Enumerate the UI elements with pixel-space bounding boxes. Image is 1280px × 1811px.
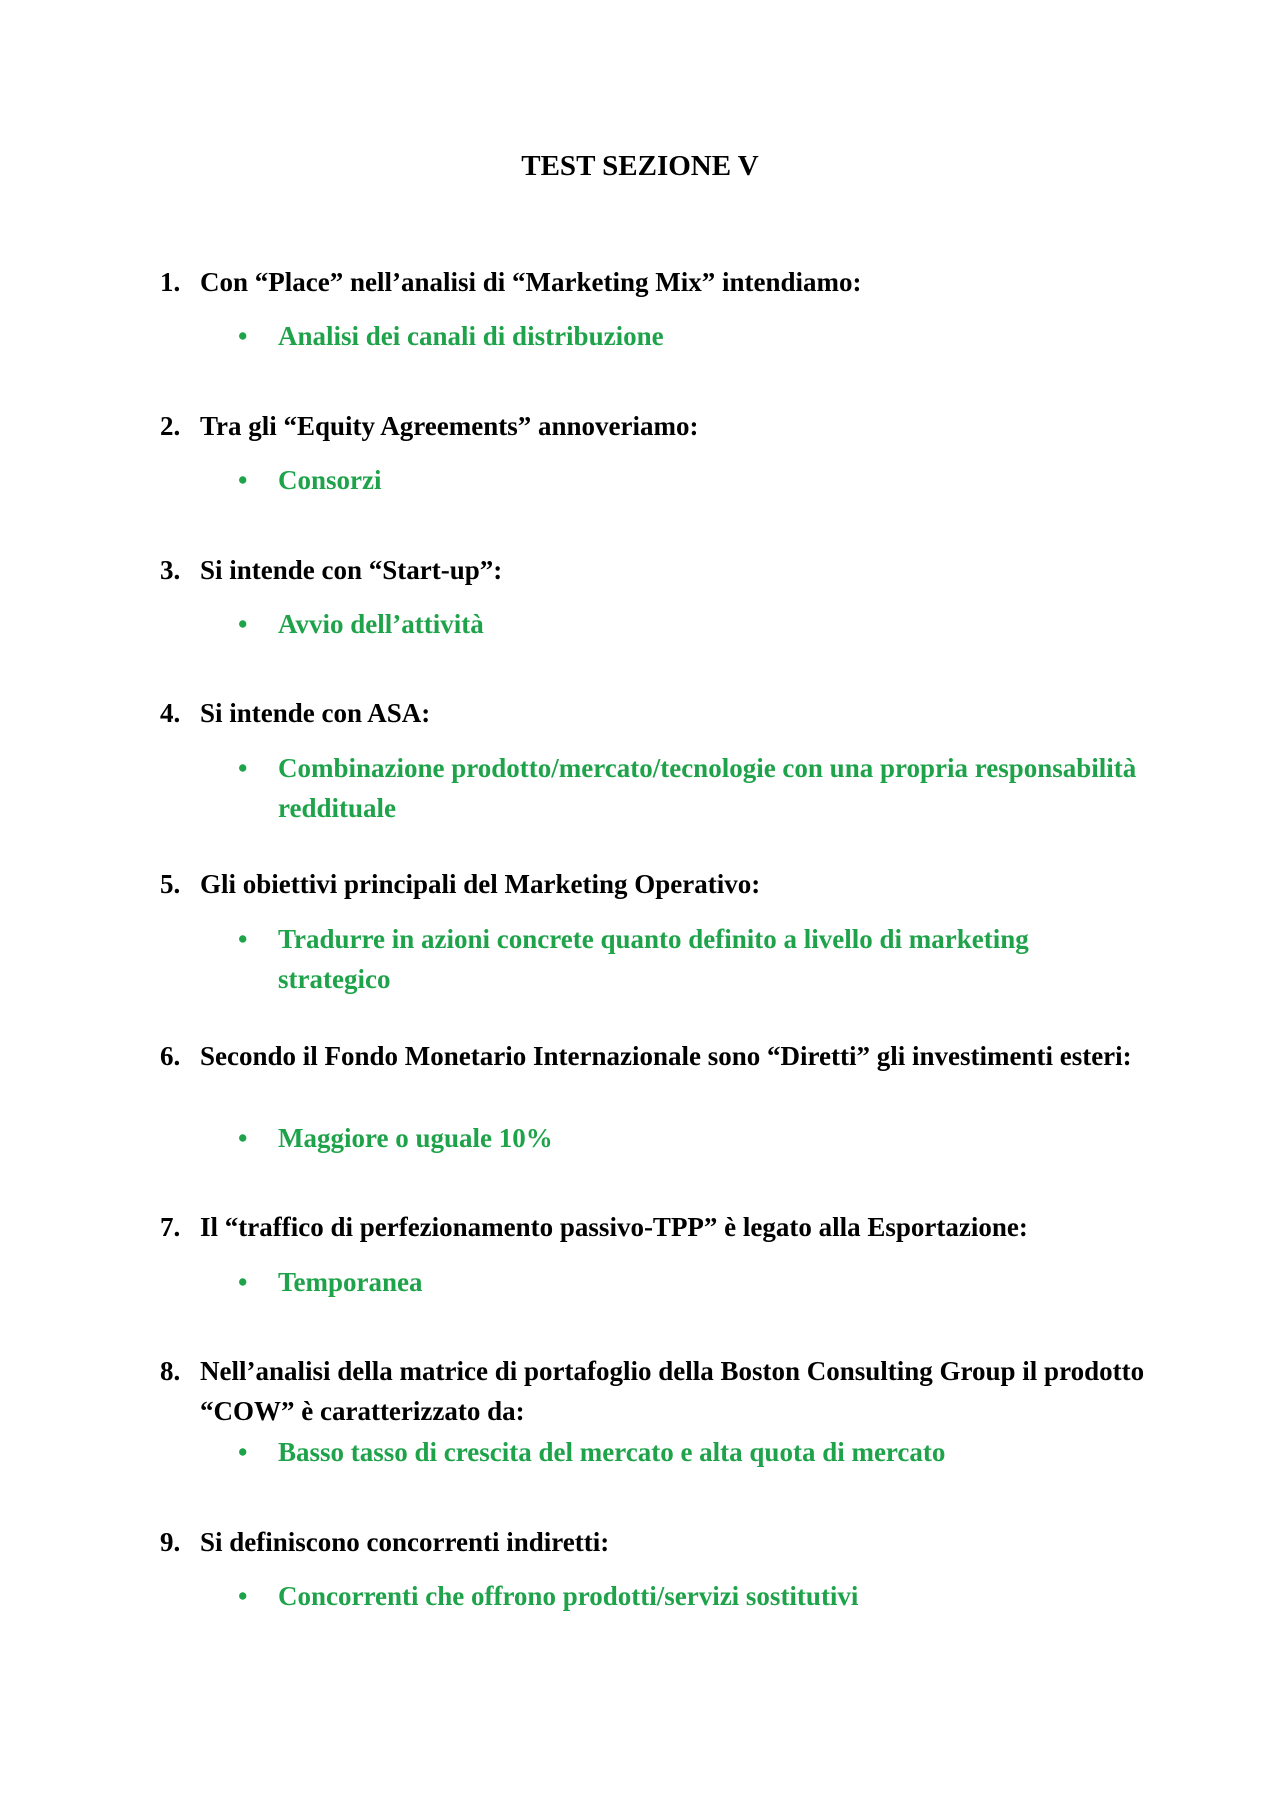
answer-text: Avvio dell’attività [278,609,484,639]
question-4 [160,693,1160,733]
question-number: 2. [160,411,181,441]
question-text: Si definiscono concorrenti indiretti: [200,1527,610,1557]
answer-text: Combinazione prodotto/mercato/tecnologie con una propria responsabilità reddituale [278,753,1137,823]
bullet-icon: • [238,465,248,495]
answer-text: Basso tasso di crescita del mercato e alta quota di mercato [278,1437,946,1467]
answer-3 [238,604,1138,644]
bullet-icon: • [238,1123,248,1153]
question-text: Nell’analisi della matrice di portafoglio della Boston Consulting Group il prodotto “COW” è caratterizzato da: [200,1356,1145,1426]
bullet-icon: • [238,924,248,954]
question-text: Si intende con ASA: [200,698,431,728]
question-9 [160,1522,1160,1562]
bullet-icon: • [238,1581,248,1611]
answer-text: Analisi dei canali di distribuzione [278,321,664,351]
answer-1 [238,316,1138,356]
question-number: 9. [160,1527,181,1557]
bullet-icon: • [238,1267,248,1297]
question-7 [160,1207,1160,1247]
question-text: Con “Place” nell’analisi di “Marketing Mix” intendiamo: [200,267,862,297]
answer-text: Temporanea [278,1267,423,1297]
question-2 [160,406,1160,446]
answer-4 [238,748,1138,828]
question-text: Secondo il Fondo Monetario Internazionale sono “Diretti” gli investimenti esteri: [200,1041,1132,1071]
answer-text: Concorrenti che offrono prodotti/servizi sostitutivi [278,1581,859,1611]
bullet-icon: • [238,321,248,351]
question-text: Tra gli “Equity Agreements” annoveriamo: [200,411,699,441]
answer-text: Consorzi [278,465,382,495]
answer-7 [238,1262,1138,1302]
answer-5 [238,919,1138,999]
question-number: 7. [160,1212,181,1242]
answer-2 [238,460,1138,500]
answer-6 [238,1118,1138,1158]
question-number: 3. [160,555,181,585]
question-number: 5. [160,869,181,899]
question-8 [160,1351,1160,1431]
question-6 [160,1036,1160,1076]
question-3 [160,550,1160,590]
question-number: 8. [160,1356,181,1386]
answer-text: Maggiore o uguale 10% [278,1123,553,1153]
question-5 [160,864,1160,904]
question-number: 6. [160,1041,181,1071]
question-1 [160,262,1160,302]
page-title: TEST SEZIONE V [521,150,759,182]
question-text: Il “traffico di perfezionamento passivo-TPP” è legato alla Esportazione: [200,1212,1028,1242]
answer-text: Tradurre in azioni concrete quanto definito a livello di marketing strategico [278,924,1029,994]
question-number: 1. [160,267,181,297]
question-number: 4. [160,698,181,728]
answer-9 [238,1576,1138,1616]
bullet-icon: • [238,609,248,639]
bullet-icon: • [238,753,248,783]
question-text: Si intende con “Start-up”: [200,555,503,585]
bullet-icon: • [238,1437,248,1467]
question-text: Gli obiettivi principali del Marketing Operativo: [200,869,761,899]
answer-8 [238,1432,1138,1472]
